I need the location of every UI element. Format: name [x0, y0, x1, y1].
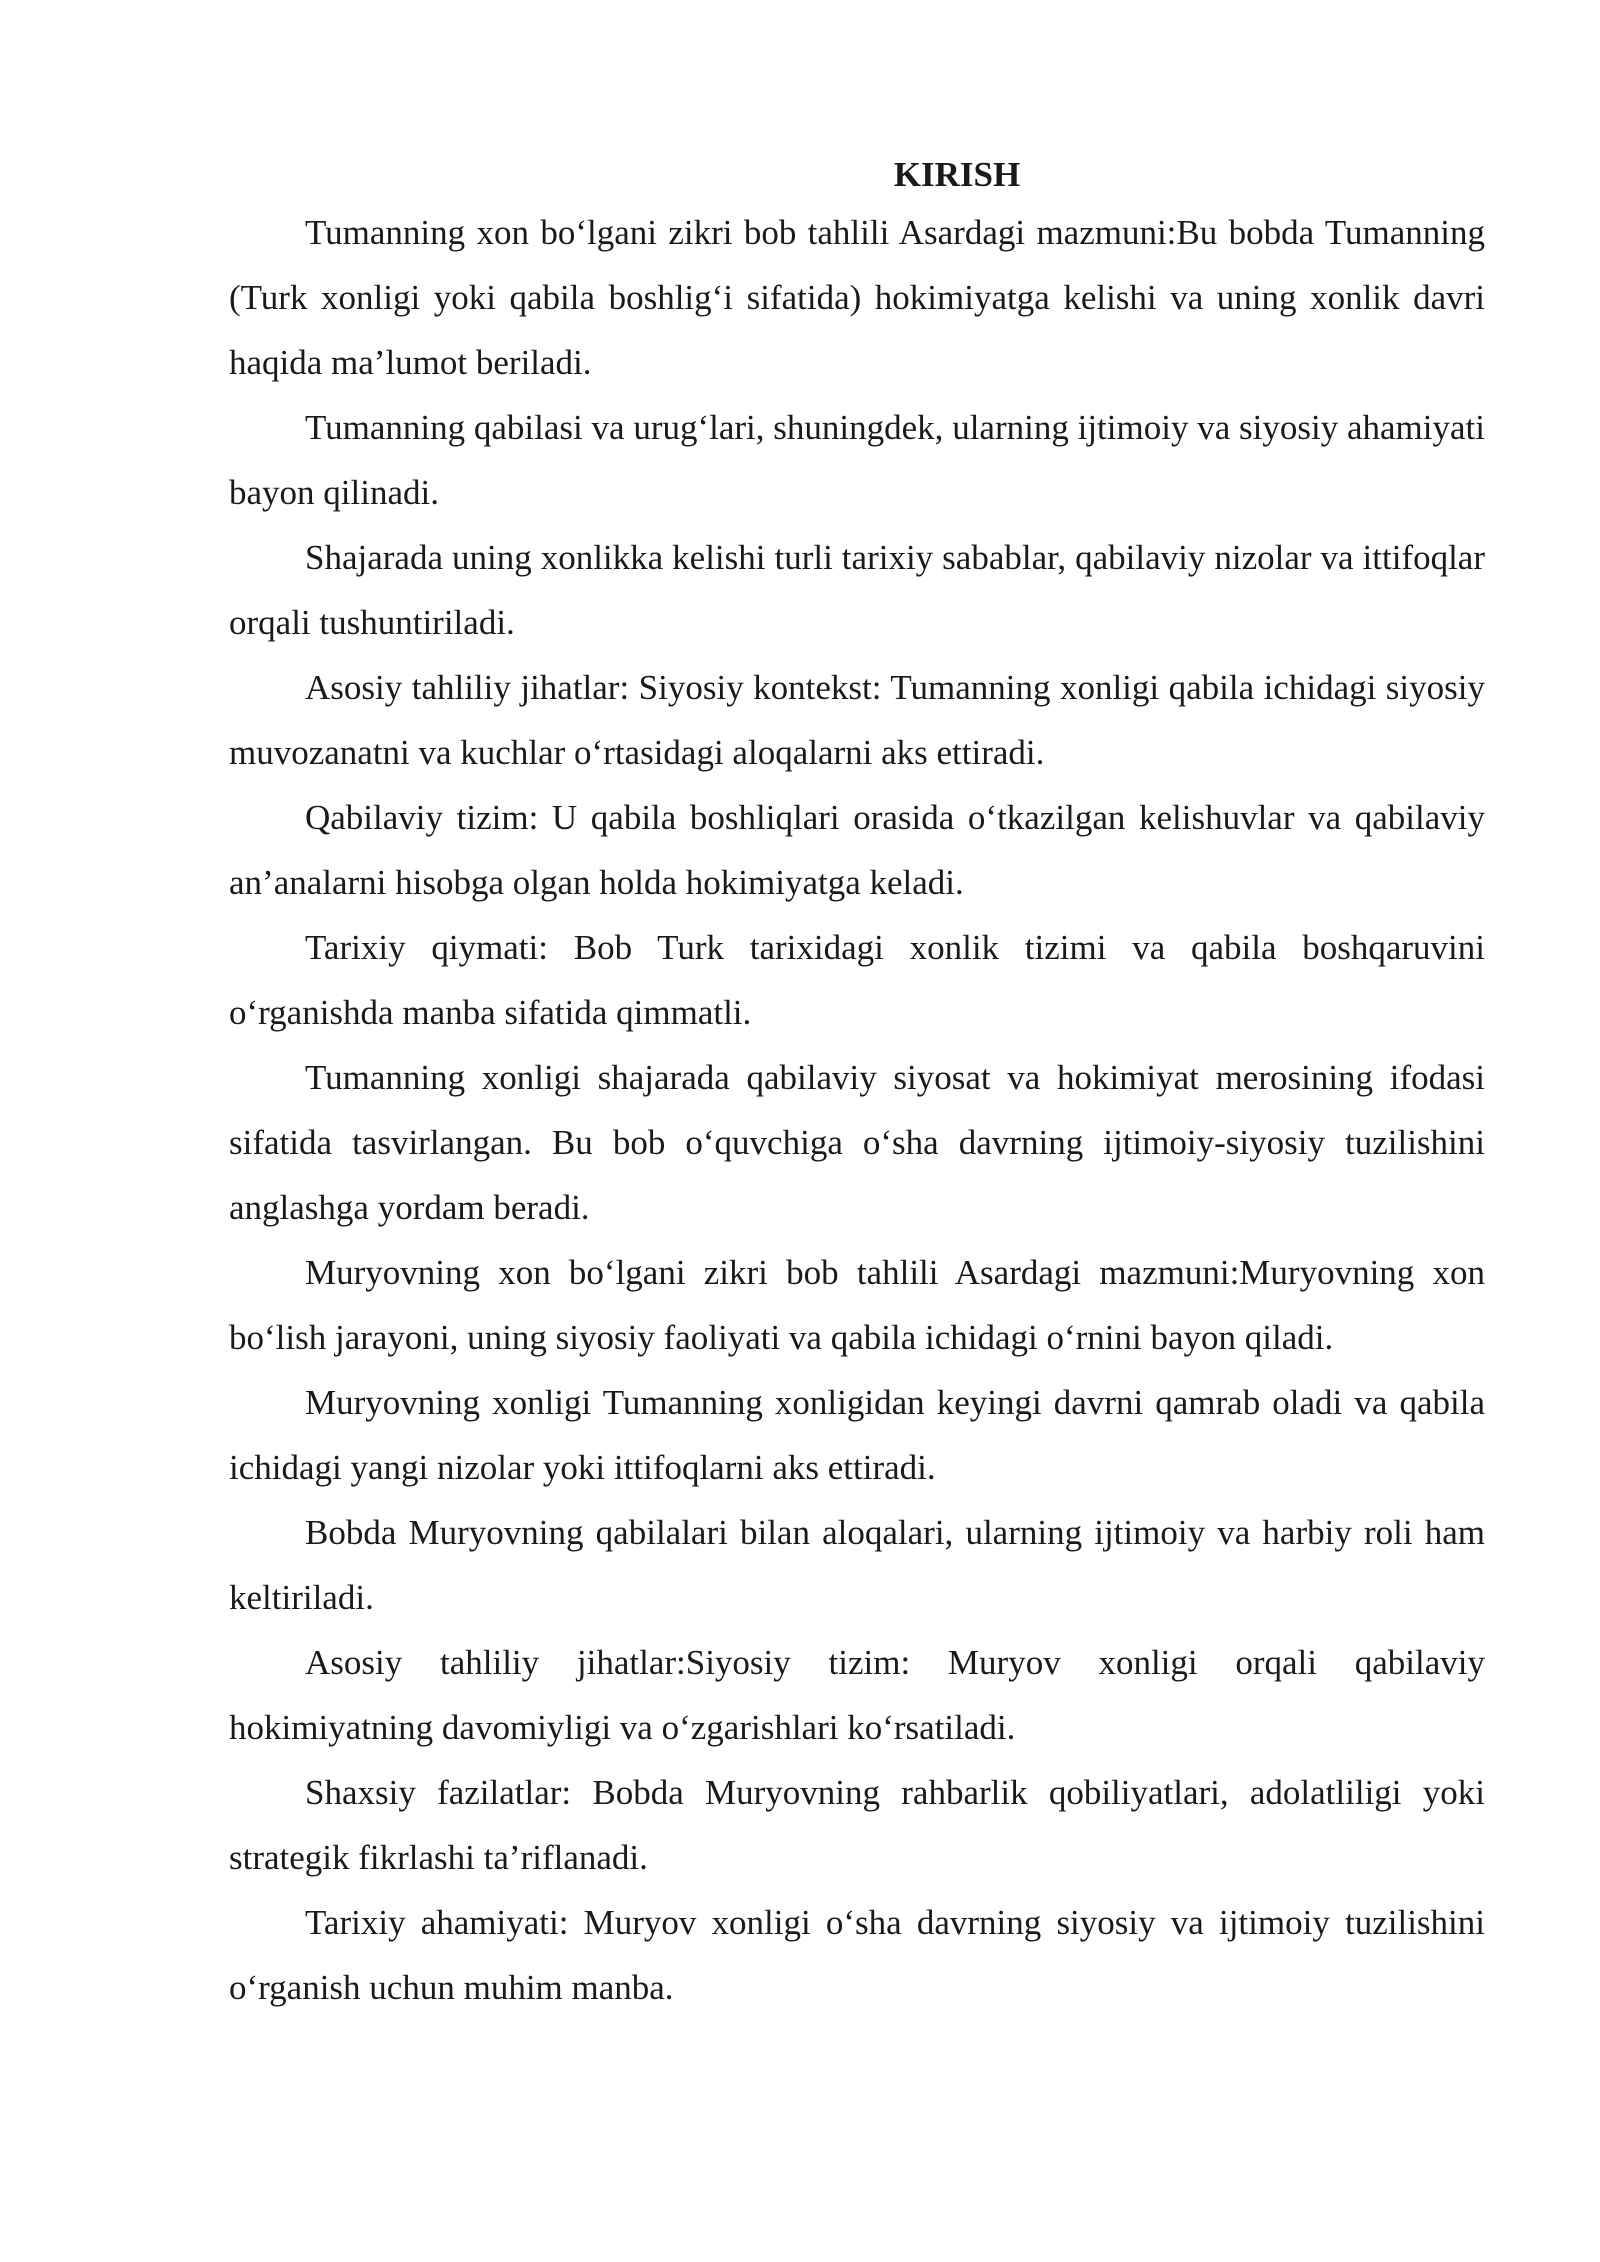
document-body — [229, 150, 1485, 2020]
paragraph: Bobda Muryovning qabilalari bilan aloqalari, ularning ijtimoiy va harbiy roli ham keltiriladi. — [229, 1513, 1485, 1617]
paragraph: Shaxsiy fazilatlar: Bobda Muryovning rahbarlik qobiliyatlari, adolatliligi yoki strategik fikrlashi ta’riflanadi. — [229, 1773, 1485, 1877]
paragraph: Asosiy tahliliy jihatlar:Siyosiy tizim: Muryov xonligi orqali qabilaviy hokimiyatning davomiyligi va o‘zgarishlari ko‘rsatiladi. — [229, 1643, 1485, 1747]
paragraph: Tumanning xonligi shajarada qabilaviy siyosat va hokimiyat merosining ifodasi sifatida tasvirlangan. Bu bob o‘quvchiga o‘sha davrning ijtimoiy-siyosiy tuzilishini anglashga yordam beradi. — [229, 1058, 1485, 1227]
paragraph: Tumanning qabilasi va urug‘lari, shuningdek, ularning ijtimoiy va siyosiy ahamiyati bayon qilinadi. — [229, 408, 1485, 512]
paragraph: Tumanning xon bo‘lgani zikri bob tahlili Asardagi mazmuni:Bu bobda Tumanning (Turk xonligi yoki qabila boshlig‘i sifatida) hokimiyatga kelishi va uning xonlik davri haqida ma’lumot beriladi. — [229, 213, 1485, 382]
paragraph: Tarixiy ahamiyati: Muryov xonligi o‘sha davrning siyosiy va ijtimoiy tuzilishini o‘rganish uchun muhim manba. — [229, 1903, 1485, 2007]
paragraph: Muryovning xonligi Tumanning xonligidan keyingi davrni qamrab oladi va qabila ichidagi yangi nizolar yoki ittifoqlarni aks ettiradi. — [229, 1383, 1485, 1487]
paragraph: Tarixiy qiymati: Bob Turk tarixidagi xonlik tizimi va qabila boshqaruvini o‘rganishda manba sifatida qimmatli. — [229, 928, 1485, 1032]
paragraph: Asosiy tahliliy jihatlar: Siyosiy kontekst: Tumanning xonligi qabila ichidagi siyosiy muvozanatni va kuchlar o‘rtasidagi aloqalarni aks ettiradi. — [229, 668, 1485, 772]
page-title: KIRISH — [893, 155, 1021, 194]
paragraph: Qabilaviy tizim: U qabila boshliqlari orasida o‘tkazilgan kelishuvlar va qabilaviy an’analarni hisobga olgan holda hokimiyatga keladi. — [229, 798, 1485, 902]
paragraph: Muryovning xon bo‘lgani zikri bob tahlili Asardagi mazmuni:Muryovning xon bo‘lish jarayoni, uning siyosiy faoliyati va qabila ichidagi o‘rnini bayon qiladi. — [229, 1253, 1485, 1357]
paragraph: Shajarada uning xonlikka kelishi turli tarixiy sabablar, qabilaviy nizolar va ittifoqlar orqali tushuntiriladi. — [229, 538, 1485, 642]
